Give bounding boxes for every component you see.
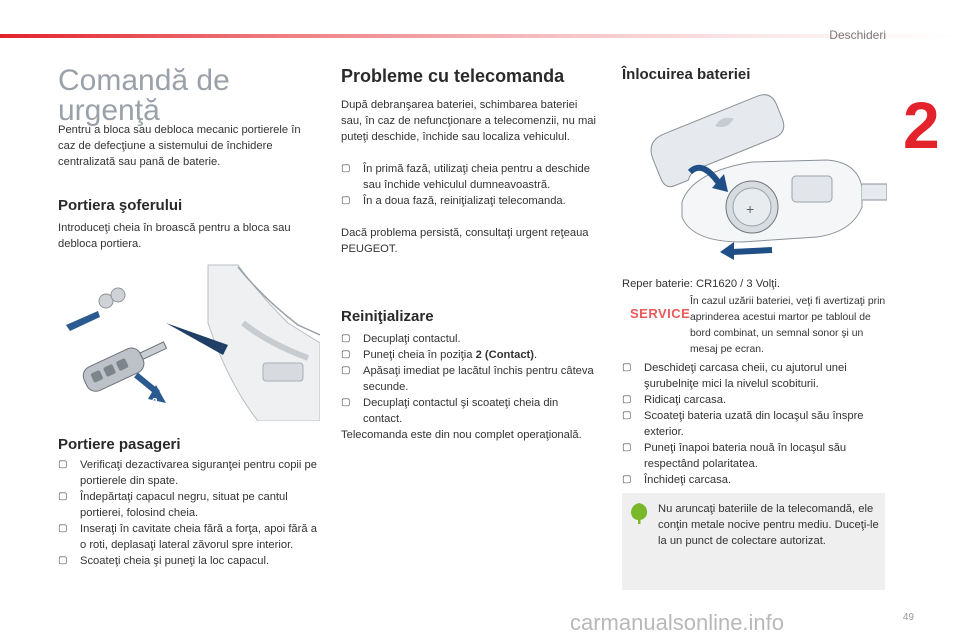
checkbox-bullet-icon: ▢: [58, 555, 68, 566]
checkbox-bullet-icon: ▢: [341, 397, 351, 408]
list-item: ▢ Închideţi carcasa.: [622, 474, 732, 486]
eco-note-text: Nu aruncaţi bateriile de la telecomandă, ele conţin metale nocive pentru mediu. Duceţi-le la un punct de colectare autorizat.: [658, 503, 879, 547]
reinit-steps: [341, 331, 596, 427]
remote-problems-outro: Dacă problema persistă, consultaţi urgent reţeaua PEUGEOT.: [341, 227, 589, 255]
figure-step-label: 2: [152, 397, 158, 408]
list-item: ▢ Scoateţi cheia şi puneţi la loc capacul.: [58, 555, 270, 567]
chapter-number: 2: [903, 88, 940, 162]
remote-problems-steps: [341, 161, 596, 209]
list-item: ▢ Inseraţi în cavitate cheia fără a forţa, apoi fără a o roti, deplasaţi lateral zăvorul spre interior.: [58, 523, 317, 551]
svg-text:+: +: [746, 201, 755, 217]
battery-heading: Înlocuirea bateriei: [622, 66, 751, 83]
door-lock-illustration: [58, 263, 320, 421]
checkbox-bullet-icon: ▢: [58, 491, 68, 502]
checkbox-bullet-icon: ▢: [341, 195, 351, 206]
eco-leaf-icon: [628, 501, 650, 525]
service-warning-text: În cazul uzării bateriei, veţi fi avertizaţi prin aprinderea acestui martor pe tabloul de bord combinat, un semnal sonor şi un mesaj pe ecran.: [690, 296, 886, 355]
list-item: ▢ Apăsaţi imediat pe lacătul închis pentru câteva secunde.: [341, 365, 594, 393]
passenger-steps-list: [58, 457, 320, 569]
section-name: Deschideri: [829, 28, 886, 42]
remote-problems-heading: Probleme cu telecomanda: [341, 66, 565, 86]
top-accent-bar: [0, 34, 960, 38]
list-item: ▢ Îndepărtaţi capacul negru, situat pe cantul portierei, folosind cheia.: [58, 491, 288, 519]
checkbox-bullet-icon: ▢: [341, 365, 351, 376]
checkbox-bullet-icon: ▢: [58, 523, 68, 534]
checkbox-bullet-icon: ▢: [622, 442, 632, 453]
reinit-outro: Telecomanda este din nou complet operaţională.: [341, 429, 582, 441]
list-item: ▢ Ridicaţi carcasa.: [622, 394, 727, 406]
page-number: 49: [902, 612, 914, 623]
intro-text: Pentru a bloca sau debloca mecanic portierele în caz de defecţiune a sistemului de închidere centralizată sau pană de baterie.: [58, 124, 301, 168]
passenger-doors-heading: Portiere pasageri: [58, 436, 181, 453]
list-item: ▢ Scoateţi bateria uzată din locaşul său înspre exterior.: [622, 410, 864, 438]
driver-door-text: Introduceţi cheia în broască pentru a bloca sau debloca portiera.: [58, 222, 291, 250]
checkbox-bullet-icon: ▢: [622, 410, 632, 421]
list-item: ▢ Puneţi cheia în poziţia 2 (Contact).: [341, 349, 538, 361]
list-item: ▢ În a doua fază, reiniţializaţi telecomanda.: [341, 195, 566, 207]
checkbox-bullet-icon: ▢: [58, 459, 68, 470]
list-item: ▢ Deschideţi carcasa cheii, cu ajutorul unei şurubelniţe mici la nivelul scobiturii.: [622, 362, 847, 390]
contact-position-label: 2 (Contact): [475, 349, 535, 361]
remote-problems-intro: După debranşarea bateriei, schimbarea bateriei sau, în caz de nefuncţionare a telecomenzii, nu mai puteţi deschide, închide sau localiza vehiculul.: [341, 99, 596, 143]
checkbox-bullet-icon: ▢: [622, 474, 632, 485]
driver-door-heading: Portiera şoferului: [58, 197, 183, 214]
list-item: ▢ Decuplaţi contactul şi scoateţi cheia din contact.: [341, 397, 559, 425]
page-title: Comandă de urgenţă: [58, 64, 230, 127]
watermark: carmanualsonline.info: [570, 610, 785, 635]
service-warning-icon: SERVICE: [630, 306, 691, 321]
battery-steps: [622, 360, 887, 488]
checkbox-bullet-icon: ▢: [622, 362, 632, 373]
eco-note-box: [622, 493, 885, 590]
list-item: ▢ Puneţi înapoi bateria nouă în locaşul său respectând polaritatea.: [622, 442, 847, 470]
checkbox-bullet-icon: ▢: [622, 394, 632, 405]
checkbox-bullet-icon: ▢: [341, 349, 351, 360]
list-item: ▢ Verificaţi dezactivarea siguranţei pentru copii pe portierele din spate.: [58, 459, 317, 487]
battery-reference: Reper baterie: CR1620 / 3 Volţi.: [622, 278, 780, 290]
list-item: ▢ Decuplaţi contactul.: [341, 333, 461, 345]
list-item: ▢ În primă fază, utilizaţi cheia pentru a deschide sau închide vehiculul dumneavoastră.: [341, 163, 590, 191]
key-battery-illustration: [622, 92, 887, 262]
checkbox-bullet-icon: ▢: [341, 333, 351, 344]
checkbox-bullet-icon: ▢: [341, 163, 351, 174]
reinit-heading: Reiniţializare: [341, 308, 434, 325]
